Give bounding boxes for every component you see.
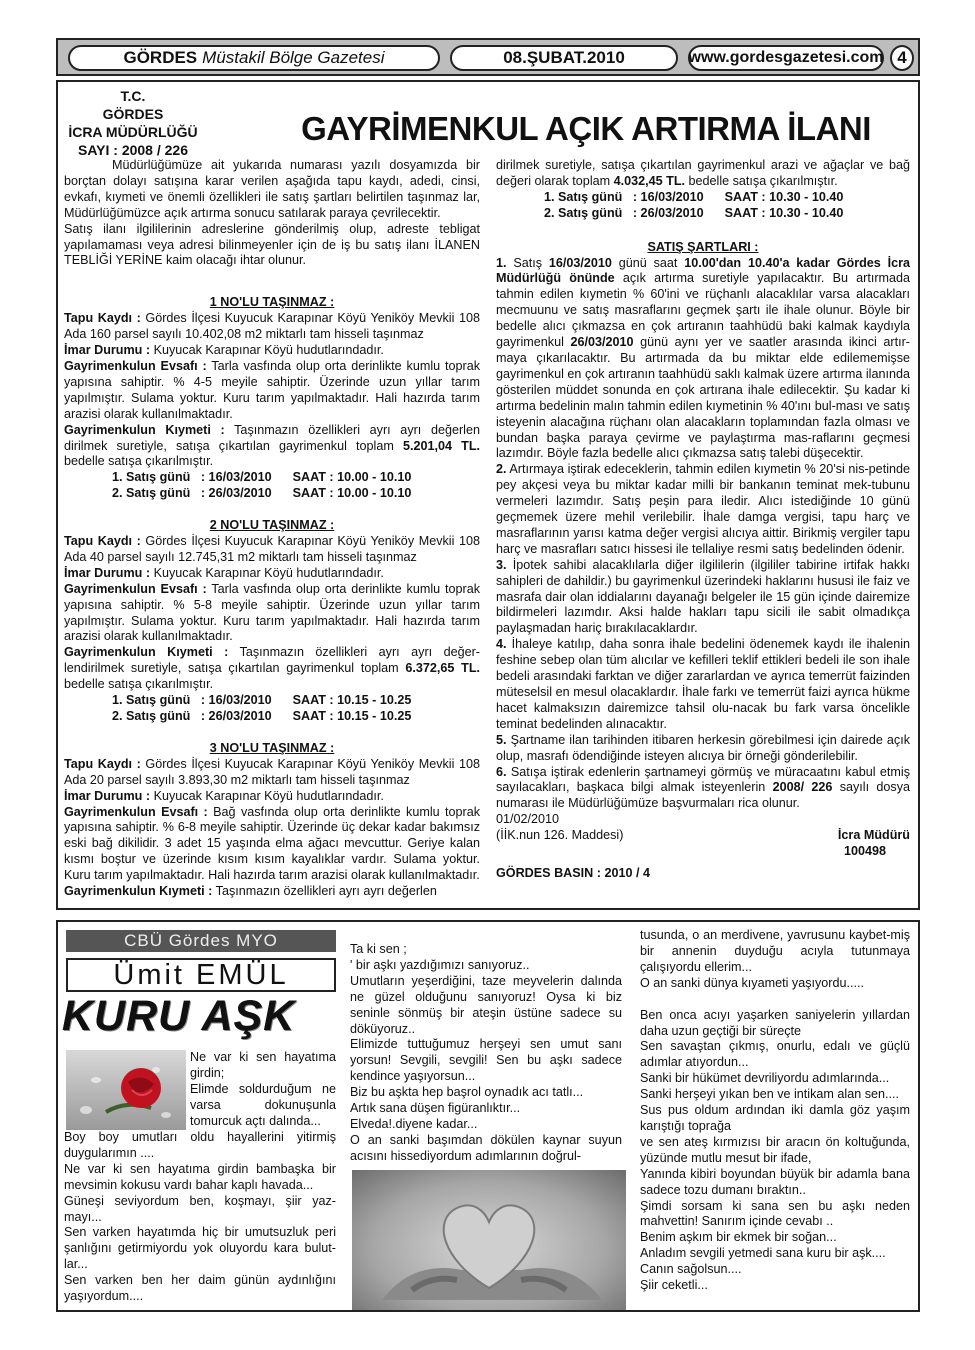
notice-title: GAYRİMENKUL AÇIK ARTIRMA İLANI [301,110,871,147]
property-kiymet [64,423,480,471]
term-2 [496,462,910,557]
value: bedelle satışa çıkarılmıştır. [688,173,838,188]
label: Tapu Kaydı : [64,756,141,771]
term-6 [496,765,910,813]
paper-name: GÖRDES [123,48,198,67]
label: İmar Durumu : [64,343,151,358]
property-heading: 1 NO'LU TAŞINMAZ : [209,295,335,310]
stone-heart-icon [352,1170,626,1310]
signature-number: 100498 [843,844,886,859]
value: bedelle satışa çıkarılmıştır. [64,454,214,469]
poem-column-c [350,942,622,1165]
property-evsaf [64,359,480,423]
poem-line: O an sanki başımdan dökülen kaynar suyun acısını hissediyordum adımlarının doğrul- [350,1132,622,1163]
property-heading: 2 NO'LU TAŞINMAZ : [209,518,335,533]
term-number: 2. [496,462,507,477]
value: Taşınmazın özellikleri ayrı ayrı değerlen [215,884,437,899]
poem-line: tusunda, o an merdivene, yavrusunu kaybet-miş bir annenin duyduğu acıyla tutunmaya çalışıyordu ellerim... [640,928,910,974]
term-number: 1. [496,255,507,270]
poem-line: Benim aşkım bir ekmek bir soğan... [640,1230,837,1245]
term-number: 6. [496,764,507,779]
poem-column-a [190,1050,336,1130]
poem-line: O an sanki dünya kıyameti yaşıyordu..... [640,975,864,990]
notice-right-column [496,158,910,882]
poem-line: Ben onca acıyı yaşarken saniyelerin yıllardan daha uzun geçtiği bir süreçte [640,1007,910,1038]
property-tapu [64,311,480,343]
label: İmar Durumu : [64,788,151,803]
value: Bağ vasfında olup orta derinlikte kumlu toprak yapısına sahiptir. % 6-8 meyile sahiptir. Üzerinde üç dekar kadar bakımsız eski bağ dikilidir. 3 adet 15 yaşında elma ağacı mevcuttur. Geriye kalan kısmı boştur ve üzerinde kısım kısım kayalıklar vardır. Sulama yoktur. Kuru tarım yapılmaktadır. Hali hazırda tarım arazisi olarak kullanılmaktadır. [64,804,481,883]
notice-left-column [64,158,480,900]
poem-column-d [640,928,910,1294]
label: Gayrimenkulun Kıymeti : [64,422,225,437]
property-evsaf [64,582,480,646]
poem-line: Sanki bir hükümet devriliyordu adımlarında... [640,1071,890,1086]
terms-heading: SATIŞ ŞARTLARI : [647,239,759,254]
term-1 [496,256,910,463]
label: Tapu Kaydı : [64,534,141,549]
sale-date-2: 2. Satış günü : 26/03/2010 SAAT : 10.30 - 10.40 [544,205,844,220]
stone-heart-image [352,1170,626,1310]
text: Satış [513,255,543,270]
paper-name-pill [68,45,440,71]
kiymet-continued [496,158,910,190]
value: Gördes İlçesi Kuyucuk Karapınar Köyü Yeniköy Mevkii 108 Ada 40 parsel sayılı 12.745,31 m2 miktarlı tam hisseli taşınmaz [64,534,480,564]
value: bedelle satışa çıkarılmıştır. [64,677,214,692]
website-link[interactable]: www.gordesgazetesi.com [688,45,884,71]
sale-date-2: 2. Satış günü : 26/03/2010 SAAT : 10.00 - 10.10 [112,486,412,501]
poem-line: Ne var ki sen hayatıma girdin; [190,1050,336,1080]
text: sayılı dosya numarası ile Müdürlüğümüze başvurmaları rica olunur. [496,780,910,811]
poem-line: Elimde soldurduğum ne varsa dokunuşunla tomurcuk açtı dalında... [190,1081,336,1128]
text: İpotek sahibi alacaklılarla diğer ilgililerin (ilgililer tabirine irtifak hakkı sahipleri de dahildir.) bu gayrimenkul üzerindeki haklarını hususi ile faiz ve masrafa dair olan iddialarını dayanağı belgeler ile 15 gün içinde dairemize bildirmeleri lazımdır. Aksi halde hakları tapu sicili ile sabit olmadıkça paylaşmadan hariç bırakılacaklardır. [496,557,910,636]
property-imar [64,566,480,582]
authority-line: T.C. [120,88,146,104]
property-tapu [64,534,480,566]
newspaper-header [56,38,920,76]
file-number: 2008/ 226 [772,780,833,795]
school-banner: CBÜ Gördes MYO [66,930,336,952]
intro-paragraph: Satış ilanı ilgililerinin adreslerine gönderilmiş olup, adreste tebligat yapılamaması veya adresi bilinmeyenler için de iş bu satış ilanı İLANEN TEBLİĞİ YERİNE kaim olacağı ihtar olunur. [64,221,480,268]
authority-line: GÖRDES [102,106,164,122]
intro-paragraph: Müdürlüğümüze ait yukarıda numarası yazılı dosyamızda bir borçtan dolayı satışına karar verilen aşağıda tapu kaydı, adedi, cinsi, evkafı, kıymeti ve önemli özellikleri ile satış şartları belirtilen taşınmaz lar, Müdürlüğümüzce açık artırma sonucu satılarak paraya çevrilecektir. [64,158,480,220]
poem-line: Artık sana düşen figüranlıktır... [350,1101,521,1116]
text: 10.00'dan 10.40'a kadar Gördes İcra Müdürlüğü önünde [496,255,911,286]
poem-line: Sen savaştan çıkmış, onurlu, edalı ve güçlü adımlar atıyordun... [640,1039,910,1070]
amount: 5.201,04 TL. [402,438,481,453]
poem-line: Sus pus oldum ardından iki damla göz yaşım karıştığı toprağa [640,1103,910,1133]
value: Kuyucak Karapınar Köyü hudutlarındadır. [153,343,384,358]
date: 16/03/2010 [548,255,612,270]
sale-date-1: 1. Satış günü : 16/03/2010 SAAT : 10.15 - 10.25 [112,693,412,708]
poem-line: Güneşi seviyordum ben, koşmayı, şiir yaz-mayı... [64,1193,336,1224]
poem-line: Yanında kibiri boyundan büyük bir adamla bana sadece tozu dumanı bıraktın.. [640,1166,910,1197]
paper-tagline: Müstakil Bölge Gazetesi [202,48,385,67]
term-3 [496,558,910,638]
value: Tarla vasfında olup orta derinlikte kumlu toprak yapısına sahiptir. % 4-5 meyile sahiptir. Üzerinde uzun yıllar tarım yapılmıştır. Sulama yoktur. Kuru tarım yapılmaktadır. Hali hazırda tarım arazisi olarak kullanılmaktadır. [64,358,480,421]
file-number: SAYI : 2008 / 226 [77,142,188,158]
signature-line [496,828,910,844]
rose-image [66,1050,186,1130]
poem-line: Elveda!.diyene kadar... [350,1116,478,1131]
property-heading: 3 NO'LU TAŞINMAZ : [209,740,335,755]
poem-title: KURU AŞK [62,992,296,1040]
label: Gayrimenkulun Kıymeti : [64,884,213,899]
amount: 6.372,65 TL. [405,661,481,676]
poem-line [640,992,910,1008]
label: Gayrimenkulun Kıymeti : [64,645,229,660]
term-number: 5. [496,732,507,747]
label: Tapu Kaydı : [64,311,141,326]
poem-column-b [64,1130,336,1305]
property-kiymet [64,645,480,693]
property-imar [64,343,480,359]
sale-date-1: 1. Satış günü : 16/03/2010 SAAT : 10.30 - 10.40 [544,189,844,204]
poem-line: Boy boy umutları oldu hayallerini yitirmiş duygularımın .... [64,1130,336,1160]
label: İmar Durumu : [64,565,151,580]
property-kiymet [64,884,480,900]
poem-line: Canın sağolsun.... [640,1262,742,1277]
property-imar [64,789,480,805]
poem-line: ve sen ateş kırmızısı bir aracın ön koltuğunda, yüzünde mutlu mesut bir ifade, [640,1134,910,1165]
poem-line: Elimizde tuttuğumuz herşeyi sen umut sanı yorsun! Sevgili, sevgili! Sen bu aşkı sadece kendince yaşıyorsun... [350,1037,622,1084]
value: Tarla vasfında olup orta derinlikte kumlu toprak yapısına sahiptir. % 5-8 meyile sahiptir. Üzerinde uzun yıllar tarım yapılmıştır. Sulama yoktur. Kuru tarım yapılmaktadır. Hali hazırda tarım arazisi olarak kullanılmaktadır. [64,581,480,644]
poem-line: ' bir aşkı yazdığımızı sanıyoruz.. [350,957,530,972]
sale-date-2: 2. Satış günü : 26/03/2010 SAAT : 10.15 - 10.25 [112,709,412,723]
date: 26/03/2010 [570,335,634,350]
authority-block [63,87,203,159]
sale-date-1: 1. Satış günü : 16/03/2010 SAAT : 10.00 - 10.10 [112,470,412,485]
poem-line: Anladım sevgili yetmedi sana kuru bir aşk.... [640,1246,886,1261]
poem-line: Sanki herşeyi yıkan ben ve intikam alan sen.... [640,1087,900,1102]
text: Artırmaya iştirak edeceklerin, tahmin edilen kıymetin % 20'si nis-petinde pey akçesi veya bu miktar kadar milli bir bankanın teminat mek-tubunu vermeleri lazımdır. Satış peşin para iledir. Alıcı istediğinde 10 günü geçmemek üzere mehil verilebilir. İhale damga vergisi, tapu harç ve masraflarının yarısı katma değer vergisi alıcıya aittir. Birikmiş vergiler tapu harç ve masrafları satıcı hissesi ile tellaliye resmi satış bedelinden ödenir. [496,462,910,556]
page-number: 4 [890,45,914,71]
term-number: 4. [496,637,507,652]
term-number: 3. [496,557,507,572]
poem-line: Şimdi sorsam ki sana sen bu aşkı neden mahvettin! Sanırım içinde cevabı .. [640,1198,910,1229]
amount: 4.032,45 TL. [613,173,686,188]
poem-line: Biz bu aşkta hep başrol oynadık acı tatlı... [350,1085,584,1100]
poem-line: Sen varken ben her daim günün aydınlığını yaşıyordum.... [64,1273,336,1304]
term-5 [496,733,910,765]
text: Şartname ilan tarihinden itibaren herkesin görebilmesi için dairede açık olup, masrafı ödendiğinde isteyen alıcıya bir örneği gönderilebilir. [496,732,910,763]
text: günü aynı yer ve saatler arasında ikinci artır-maya çıkarılacaktır. Bu artırmada da bu miktar elde edilememişse gayrimenkul en çok artıranın taahhüdü saklı kalmak üzere artırma ilanında gösterilen müddet sonunda en çok artırana ihale edilecektir. Şu kadar ki artırma bedelinin malın tahmin edilen kıymetinin % 40'ını bul-ması ve satış isteyenin alacağına rüçhanı olan alacakların toplamından fazla olması ve bundan başka paraya çevirme ve paylaştırma mas-raflarını geçmesi lazımdır. Böyle fazla bedelle alıcı çıkmazsa satış talebi düşecektir. [496,335,910,461]
value: Kuyucak Karapınar Köyü hudutlarındadır. [153,565,384,580]
value: Kuyucak Karapınar Köyü hudutlarındadır. [153,788,384,803]
text: günü saat [618,255,678,270]
term-4 [496,637,910,732]
signature: İcra Müdürü [837,828,910,843]
poem-line: Sen varken hayatımda hiç bir umutsuzluk peri şanlığını getirmiyordu yok oluyordu kara bulut-lar... [64,1225,336,1272]
label: Gayrimenkulun Evsafı : [64,804,208,819]
author-name: Ümit EMÜL [66,958,336,992]
issue-date: 08.ŞUBAT.2010 [450,45,678,71]
property-evsaf [64,805,480,885]
value: dirilmek suretiyle, satışa çıkartılan gayrimenkul arazi ve ağaçlar ve bağ değeri olarak toplam [496,158,910,188]
text: açık artırma suretiyle yapılacaktır. Bu artırmada tahmin edilen kıymetin % 60'ini ve rüçhanlı alacaklılar varsa alacakları mecmuunu ve satış masraflarını geçmek şartı ile ihale olunur. Böyle bir bedelle alıcı çıkmazsa en çok artıranın taahhüdü baki kalmak kaydıyla gayrimenkul [496,271,911,350]
value: Taşınmazın özellikleri ayrı ayrı değer-lendirilmek suretiyle, satışa çıkartılan gayrimenkul toplam [64,645,480,676]
property-tapu [64,757,480,789]
authority-line: İCRA MÜDÜRLÜĞÜ [68,124,198,140]
poem-line: Ta ki sen ; [350,942,407,956]
poem-line: Umutların yeşerdiğini, taze meyvelerin dalında ne güzel olduğunu sanıyoruz! Oysa ki biz seninle sönmüş bir ateşin üstüne sadece su döküyoruz.. [350,973,622,1036]
poem-line: Ne var ki sen hayatıma girdin bambaşka bir mevsimin kokusu vardı bahar kaplı havada... [64,1161,336,1192]
law-reference: (İİK.nun 126. Maddesi) [496,828,624,843]
value: Gördes İlçesi Kuyucuk Karapınar Köyü Yeniköy Mevkii 108 Ada 160 parsel sayılı 10.402,08 m2 miktarlı tam hisseli taşınmaz [64,311,480,342]
text: İhaleye katılıp, daha sonra ihale bedelini ödenemek kaydı ile ihalenin feshine sebep olan tüm alıcılar ve kefilleri teklif ettikleri bedeli ile son ihale bedeli arasındaki farktan ve diğer zararlardan ve ayrıca temerrüt faizinden müteselsil en mesul olacaklardır. İhale farkı ve temerrüt faizi ayrıca hükme hacet kalmaksızın dairemizce tahsil olu-nacak bu fark varsa öncelikle teminat bedelinden alınacaktır. [496,637,911,731]
value: Gördes İlçesi Kuyucak Karapınar Köyü Yeniköy Mevkii 108 Ada 20 parsel sayılı 3.893,30 m2 miktarlı tam hisseli taşınmaz [64,756,480,787]
notice-date: 01/02/2010 [496,812,560,827]
poem-line: Şiir ceketli... [640,1278,708,1293]
rose-icon [66,1050,186,1130]
label: Gayrimenkulun Evsafı : [64,358,207,373]
value: Taşınmazın özellikleri ayrı ayrı değerlen dirilmek suretiyle, satışa çıkartılan gayrimenkul toplam [64,422,480,453]
press-code: GÖRDES BASIN : 2010 / 4 [496,865,650,880]
text: Satışa iştirak edenlerin şartnameyi görmüş ve müracaatını kabul etmiş sayılacakları, başkaca bilgi almak isteyenlerin [496,764,910,795]
label: Gayrimenkulun Evsafı : [64,581,207,596]
